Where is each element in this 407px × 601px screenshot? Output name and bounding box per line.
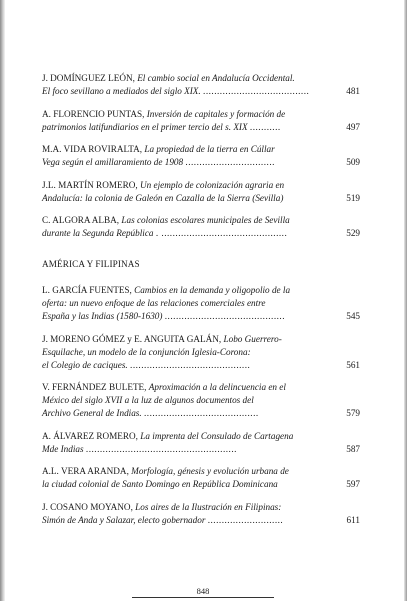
toc-entry [42,430,360,456]
toc-entry-text [42,72,360,98]
entry-page-number: 597 [346,479,360,489]
entry-title-line: Aproximación a la delincuencia en el [148,382,286,392]
dot-leader: ......................................... [143,408,259,418]
entry-list-america-filipinas [42,284,360,527]
entry-author: C. ALGORA ALBA, [42,215,120,225]
entry-title-line: España y las Indias (1580-1630) [42,311,163,321]
entry-title-line: Los aires de la Ilustración en Filipinas: [135,501,282,512]
entry-author: A.L. VERA ARANDA, [42,466,129,476]
toc-entry-text [42,108,360,134]
entry-page-number: 579 [346,408,360,418]
dot-leader: ................................ [185,157,275,167]
entry-title-line: Inversión de capitales y formación de [146,108,286,119]
section-heading: AMÉRICA Y FILIPINAS [42,259,140,269]
entry-title-line: La propiedad de la tierra en Cúllar [144,144,275,154]
dot-leader: ........................................... [164,311,286,321]
entry-title-line: El cambio social en Andalucía Occidental. [137,73,295,83]
toc-entry-text [42,465,360,491]
toc-entry-text [42,179,360,205]
entry-author: J. COSANO MOYANO, [42,501,133,512]
entry-title-line: Morfología, génesis y evolución urbana de [131,466,289,476]
entry-author: A. FLORENCIO PUNTAS, [42,108,145,119]
toc-entry [42,214,360,240]
footer-page-number: 848 [196,586,210,596]
toc-entry [42,501,360,527]
entry-author: L. GARCÍA FUENTES, [42,285,132,295]
entry-page-number: 497 [346,121,360,132]
entry-title-line: Mde Indias [42,443,84,454]
dot-leader: . ............................................. [155,228,288,238]
entry-title-line: durante la Segunda República [42,228,154,238]
entry-title-line: La imprenta del Consulado de Cartagena [140,430,294,441]
entry-title-line: el Colegio de caciques. [42,359,128,370]
entry-title-line: Lobo Guerrero- [223,333,282,344]
entry-title-line: la ciudad colonial de Santo Domingo en República Dominicana [42,479,278,489]
toc-entry-text [42,143,360,169]
entry-author: V. FERNÁNDEZ BULETE, [42,382,147,392]
page-footer [132,586,274,598]
toc-entry-text [42,501,360,527]
entry-author: J.L. MARTÍN ROMERO, [42,179,138,190]
toc-entry-text [42,333,360,372]
entry-page-number: 561 [346,359,360,370]
entry-author: A. ÁLVAREZ ROMERO, [42,430,138,441]
dot-leader: ........................................... [130,359,251,370]
entry-title-line: Vega según el amillaramiento de 1908 [42,157,184,167]
entry-title-line: Archivo General de Indias. [42,408,142,418]
scan-left-edge [0,0,5,601]
entry-title-line: Un ejemplo de colonización agraria en [139,179,285,190]
toc-entry-text [42,284,360,323]
dot-leader: ...................................... [203,86,310,96]
toc-entry [42,72,360,98]
entry-title-line: patrimonios latifundiarios en el primer tercio del s. XIX [42,121,248,132]
entry-page-number: 545 [346,311,360,321]
footer-rule [132,597,274,598]
entry-title-line: Andalucía: la colonia de Galeón en Cazalla de la Sierra (Sevilla) [42,192,284,203]
entry-title-line: Las colonias escolares municipales de Sevilla [121,215,290,225]
toc-entry [42,381,360,420]
toc-entry [42,465,360,491]
entry-author: J. MORENO GÓMEZ y E. ANGUITA GALÁN, [42,333,222,344]
entry-page-number: 529 [346,228,360,238]
entry-list-top [42,72,360,240]
entry-page-number: 509 [346,157,360,167]
entry-title-line: Cambios en la demanda y oligopolio de la [134,285,291,295]
toc-entry [42,333,360,372]
dot-leader: ........... [249,121,281,132]
entry-title-line: México del siglo XVII a la luz de algunos documentos del [42,395,254,405]
entry-title-line: Esquilache, un modelo de la conjunción Iglesia-Corona: [42,346,251,357]
table-of-contents [42,72,360,536]
entry-author: J. DOMÍNGUEZ LEÓN, [42,73,135,83]
toc-entry-text [42,381,360,420]
entry-author: M.A. VIDA ROVIRALTA, [42,144,143,154]
entry-page-number: 611 [346,514,360,525]
entry-page-number: 587 [346,443,360,454]
dot-leader: ........................... [207,514,284,525]
entry-page-number: 519 [346,192,360,203]
toc-entry [42,284,360,323]
toc-entry [42,143,360,169]
entry-page-number: 481 [346,86,360,96]
entry-title-line: oferta: un nuevo enfoque de las relaciones comerciales entre [42,298,266,308]
entry-title-line: Simón de Anda y Salazar, electo gobernador [42,514,206,525]
entry-title-line: El foco sevillano a mediados del siglo XIX. [42,86,201,96]
toc-entry-text [42,214,360,240]
toc-entry [42,179,360,205]
dot-leader: ...................................................... [85,443,237,454]
toc-entry [42,108,360,134]
toc-entry-text [42,430,360,456]
